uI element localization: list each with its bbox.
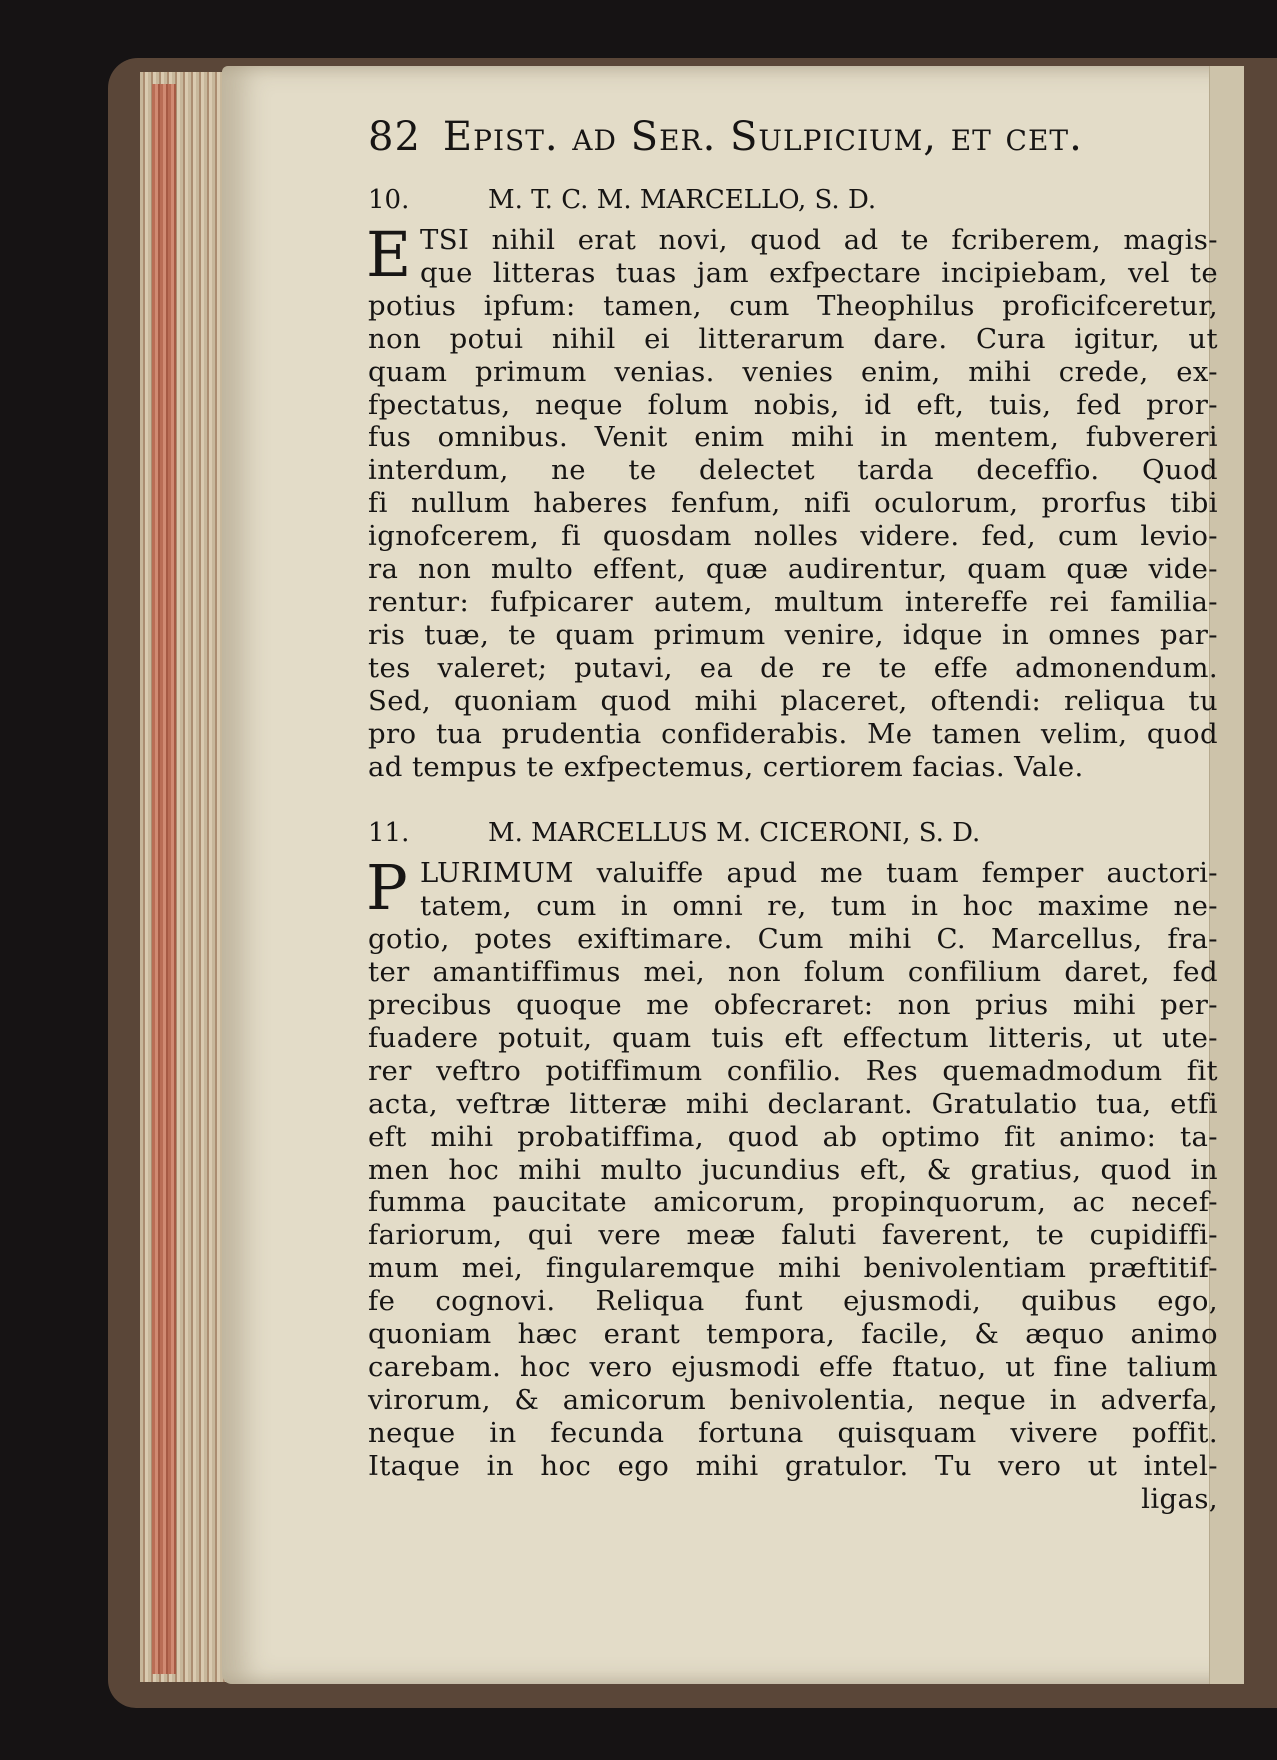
- text-line: LURIMUM valuiffe apud me tuam femper auctori-: [420, 857, 1218, 890]
- letter-block: [368, 813, 1218, 1515]
- letter-salutation: M. T. C. M. MARCELLO, S. D.: [488, 185, 877, 215]
- text-line: neque in fecunda fortuna quisquam vivere poffit.: [368, 1416, 1218, 1449]
- text-line: tatem, cum in omni re, tum in hoc maxime ne-: [420, 890, 1218, 923]
- text-line: fariorum, qui vere meæ faluti faverent, te cupidiffi-: [368, 1219, 1218, 1252]
- text-line: fe cognovi. Reliqua funt ejusmodi, quibus ego,: [368, 1285, 1218, 1318]
- text-line: pro tua prudentia confiderabis. Me tamen velim, quod: [368, 717, 1218, 750]
- text-line: gotio, potes exiftimare. Cum mihi C. Marcellus, fra-: [368, 923, 1218, 956]
- text-line: Sed, quoniam quod mihi placeret, oftendi: reliqua tu: [368, 684, 1218, 717]
- letter-heading: [368, 813, 1218, 853]
- text-line: fi nullum haberes fenfum, nifi oculorum, prorfus tibi: [368, 487, 1218, 520]
- text-line: men hoc mihi multo jucundius eft, & gratius, quod in: [368, 1153, 1218, 1186]
- letter-number: 10.: [368, 185, 410, 215]
- text-line: ris tuæ, te quam primum venire, idque in omnes par-: [368, 618, 1218, 651]
- text-line: ad tempus te exfpectemus, certiorem facias. Vale.: [368, 750, 1084, 783]
- letter-body: [366, 851, 1218, 1515]
- text-line: tes valeret; putavi, ea de re te effe admonendum.: [368, 651, 1218, 684]
- text-line: non potui nihil ei litterarum dare. Cura igitur, ut: [368, 322, 1218, 355]
- text-line: Itaque in hoc ego mihi gratulor. Tu vero ut intel-: [368, 1449, 1218, 1482]
- drop-cap: P: [366, 851, 408, 925]
- letter-salutation: M. MARCELLUS M. CICERONI, S. D.: [488, 818, 981, 849]
- letter-number: 11.: [368, 818, 410, 849]
- text-line: eft mihi probatiffima, quod ab optimo fit animo: ta-: [368, 1120, 1218, 1153]
- text-line: fumma paucitate amicorum, propinquorum, ac necef-: [368, 1186, 1218, 1219]
- text-line: ra non multo effent, quæ audirentur, quam quæ vide-: [368, 553, 1218, 586]
- running-head: [368, 112, 1218, 162]
- text-line: rentur: fufpicarer autem, multum intereffe rei familia-: [368, 585, 1218, 618]
- text-line: interdum, ne te delectet tarda deceffio. Quod: [368, 454, 1218, 487]
- page-number: 82: [368, 114, 421, 160]
- text-line: fus omnibus. Venit enim mihi in mentem, fubvereri: [368, 421, 1218, 454]
- catchword: ligas,: [1141, 1482, 1218, 1515]
- text-line: potius ipfum: tamen, cum Theophilus proficifceretur,: [368, 289, 1218, 322]
- text-line: acta, veftræ litteræ mihi declarant. Gratulatio tua, etfi: [368, 1087, 1218, 1120]
- letter-heading: [368, 180, 1218, 220]
- letter-body: [366, 218, 1218, 783]
- drop-cap: E: [366, 218, 412, 291]
- text-line: fpectatus, neque folum nobis, id eft, tuis, fed pror-: [368, 388, 1218, 421]
- text-line: TSI nihil erat novi, quod ad te fcriberem, magis-: [420, 224, 1218, 256]
- running-title: Epist. ad Ser. Sulpicium, et cet.: [442, 114, 1083, 160]
- red-page-edge: [152, 84, 176, 1674]
- text-line: quam primum venias. venies enim, mihi crede, ex-: [368, 355, 1218, 388]
- text-line: ignofcerem, fi quosdam nolles videre. fed, cum levio-: [368, 520, 1218, 553]
- text-line: mum mei, fingularemque mihi benivolentiam præftitif-: [368, 1252, 1218, 1285]
- text-line: rer veftro potiffimum confilio. Res quemadmodum fit: [368, 1054, 1218, 1087]
- text-line: fuadere potuit, quam tuis eft effectum litteris, ut ute-: [368, 1021, 1218, 1054]
- text-line: ter amantiffimus mei, non folum confilium daret, fed: [368, 956, 1218, 989]
- text-line: que litteras tuas jam exfpectare incipiebam, vel te: [420, 256, 1218, 289]
- text-line: virorum, & amicorum benivolentia, neque in adverfa,: [368, 1383, 1218, 1416]
- text-line: carebam. hoc vero ejusmodi effe ftatuo, ut fine talium: [368, 1351, 1218, 1383]
- text-line: precibus quoque me obfecraret: non prius mihi per-: [368, 989, 1218, 1022]
- text-line: quoniam hæc erant tempora, facile, & æquo animo: [368, 1318, 1218, 1351]
- page-text: [368, 112, 1218, 1516]
